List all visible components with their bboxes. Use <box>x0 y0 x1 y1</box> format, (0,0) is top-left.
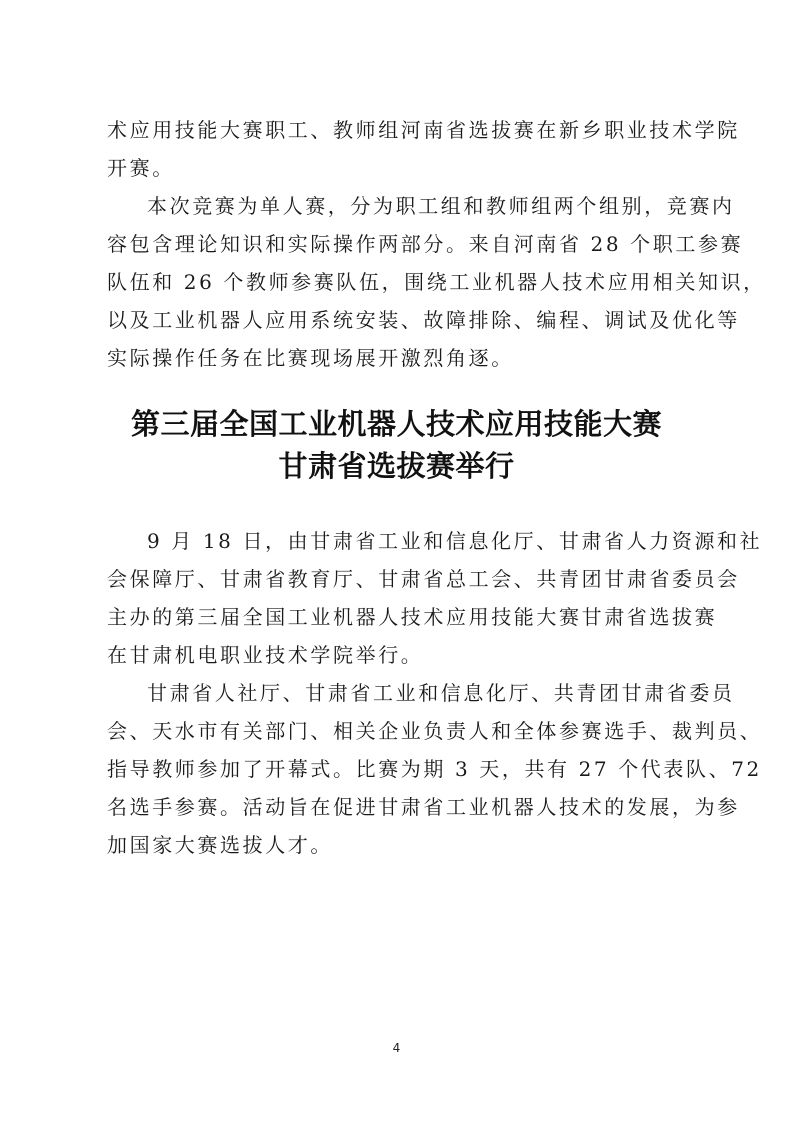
article1-paragraph-2-line-5: 实际操作任务在比赛现场展开激烈角逐。 <box>107 346 514 370</box>
article1-paragraph-2-line-1: 本次竞赛为单人赛，分为职工组和教师组两个组别，竞赛内 <box>147 194 735 218</box>
article1-paragraph-2-line-3: 队伍和 26 个教师参赛队伍，围绕工业机器人技术应用相关知识， <box>107 270 766 294</box>
article2-paragraph-2-line-5: 加国家大赛选拔人才。 <box>107 833 333 857</box>
article2-paragraph-2-line-1: 甘肃省人社厅、甘肃省工业和信息化厅、共青团甘肃省委员 <box>147 681 735 705</box>
article1-paragraph-2-line-2: 容包含理论知识和实际操作两部分。来自河南省 28 个职工参赛 <box>107 232 744 256</box>
article2-paragraph-2-line-2: 会、天水市有关部门、相关企业负责人和全体参赛选手、裁判员、 <box>107 719 763 743</box>
page-number: 4 <box>392 1041 401 1055</box>
article1-line-1: 术应用技能大赛职工、教师组河南省选拔赛在新乡职业技术学院 <box>107 118 740 142</box>
article2-paragraph-1-line-4: 在甘肃机电职业技术学院举行。 <box>107 643 424 667</box>
article2-paragraph-1-line-3: 主办的第三届全国工业机器人技术应用技能大赛甘肃省选拔赛 <box>107 605 718 629</box>
article1-line-2: 开赛。 <box>107 156 175 180</box>
article2-paragraph-1-line-2: 会保障厅、甘肃省教育厅、甘肃省总工会、共青团甘肃省委员会 <box>107 567 740 591</box>
article2-paragraph-2-line-4: 名选手参赛。活动旨在促进甘肃省工业机器人技术的发展，为参 <box>107 795 740 819</box>
article1-paragraph-2-line-4: 以及工业机器人应用系统安装、故障排除、编程、调试及优化等 <box>107 308 740 332</box>
article2-paragraph-2-line-3: 指导教师参加了开幕式。比赛为期 3 天，共有 27 个代表队、72 <box>107 757 762 781</box>
article2-paragraph-1-line-1: 9 月 18 日，由甘肃省工业和信息化厅、甘肃省人力资源和社 <box>147 529 763 553</box>
article2-title-line-2: 甘肃省选拔赛举行 <box>278 449 515 483</box>
article2-title-line-1: 第三届全国工业机器人技术应用技能大赛 <box>130 407 662 441</box>
